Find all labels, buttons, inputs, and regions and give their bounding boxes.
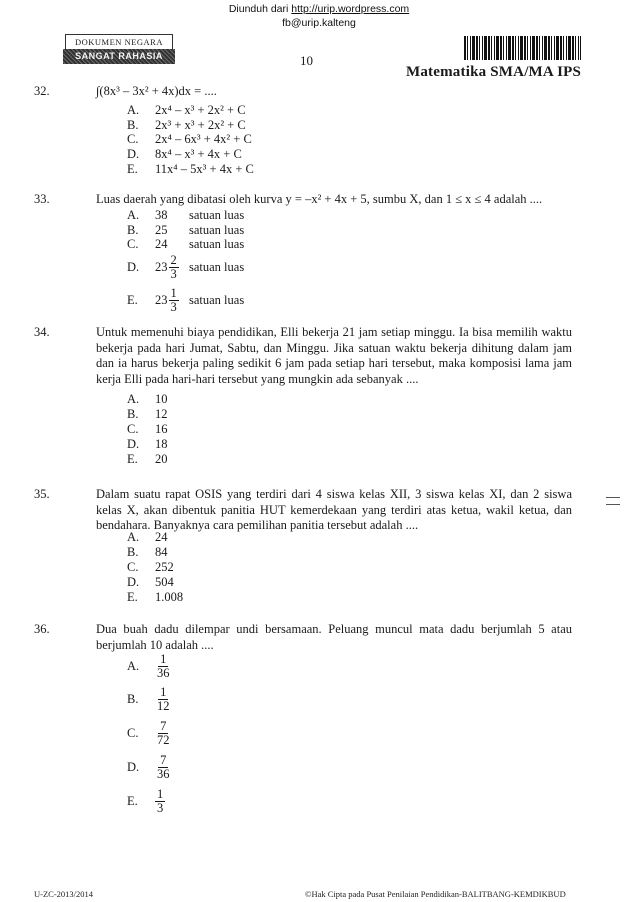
fraction: $\frac{7}{72}$ [157,719,170,747]
option[interactable]: B. 2x³ + x³ + 2x² + C [127,118,246,132]
secret-stamp: SANGAT RAHASIA [63,49,175,64]
fraction: $\frac{1}{3}$ [157,787,164,815]
option[interactable]: B. $\frac{1}{12}$ [127,685,170,713]
question-stem: ∫(8x³ – 3x² + 4x)dx = .... [96,84,217,98]
page-number: 10 [300,53,313,68]
option[interactable]: E. $\frac{1}{3}$ [127,787,164,815]
option[interactable]: B. 12 [127,407,168,421]
source-contact: fb@urip.kalteng [282,17,356,29]
option[interactable]: A. $\frac{1}{36}$ [127,652,170,680]
source-link[interactable]: http://urip.wordpress.com [291,3,410,15]
question-stem: Dua buah dadu dilempar undi bersamaan. Peluang muncul mata dadu berjumlah 5 atau berjumlah 10 adalah .... [96,622,572,652]
barcode-icon [464,36,581,60]
footer-code: U-ZC-2013/2014 [34,889,94,899]
option[interactable]: E. 1.008 [127,590,184,604]
document-stamp: DOKUMEN NEGARA [65,34,173,51]
fraction: $\frac{7}{36}$ [157,753,170,781]
option[interactable]: A. 38 satuan luas [127,208,245,222]
fraction: $\frac{2}{3}$ [170,253,177,281]
question-number: 35. [34,487,50,501]
question-stem: Dalam suatu rapat OSIS yang terdiri dari 4 siswa kelas XII, 3 siswa kelas XI, dan 2 siswa kelas X, akan dibentuk panitia HUT kemerdekaan yang terdiri atas ketua, wakil ketua, dan bendahara. Banyaknya cara pemilihan panitia tersebut adalah .... [96,487,572,532]
option[interactable]: B. 84 [127,545,168,559]
question-number: 32. [34,84,50,98]
option[interactable]: A. 2x⁴ – x³ + 2x² + C [127,103,246,117]
question-number: 34. [34,325,50,339]
source-line: Diunduh dari http://urip.wordpress.com [228,3,410,15]
option[interactable]: C. $\frac{7}{72}$ [127,719,170,747]
fraction: $\frac{1}{36}$ [157,652,170,680]
option[interactable]: D. 23 $\frac{2}{3}$ satuan luas [127,253,245,281]
question-number: 33. [34,192,50,206]
option[interactable]: E. 23 $\frac{1}{3}$ satuan luas [127,286,245,314]
option[interactable]: B. 25 satuan luas [127,223,245,237]
option[interactable]: E. 20 [127,452,168,466]
option[interactable]: E. 11x⁴ – 5x³ + 4x + C [127,162,254,176]
option[interactable]: C. 2x⁴ – 6x³ + 4x² + C [127,132,252,146]
fraction: $\frac{1}{3}$ [170,286,177,314]
option[interactable]: C. 16 [127,422,168,436]
option[interactable]: D. 18 [127,437,168,451]
option[interactable]: D. $\frac{7}{36}$ [127,753,170,781]
question-stem: Luas daerah yang dibatasi oleh kurva y = –x² + 4x + 5, sumbu X, dan 1 ≤ x ≤ 4 adalah .... [96,192,543,206]
subject-title: Matematika SMA/MA IPS [406,64,582,80]
side-mark [606,497,620,505]
fraction: $\frac{1}{12}$ [157,685,170,713]
option[interactable]: C. 24 satuan luas [127,237,245,251]
option[interactable]: A. 24 [127,530,168,544]
question-number: 36. [34,622,50,636]
option[interactable]: A. 10 [127,392,168,406]
question-stem: Untuk memenuhi biaya pendidikan, Elli bekerja 21 jam setiap minggu. Ia bisa memilih waktu bekerja pada hari Jumat, Sabtu, dan Minggu. Jika satuan waktu bekerja dihitung dalam jam dan ia harus bekerja paling sedikit 6 jam pada setiap hari tersebut, maka komposisi lama jam kerja Elli pada hari-hari tersebut yang mungkin ada sebanyak .... [96,325,572,386]
option[interactable]: D. 504 [127,575,174,589]
option[interactable]: D. 8x⁴ – x³ + 4x + C [127,147,242,161]
footer-copyright: ©Hak Cipta pada Pusat Penilaian Pendidikan-BALITBANG-KEMDIKBUD [305,889,566,899]
option[interactable]: C. 252 [127,560,174,574]
